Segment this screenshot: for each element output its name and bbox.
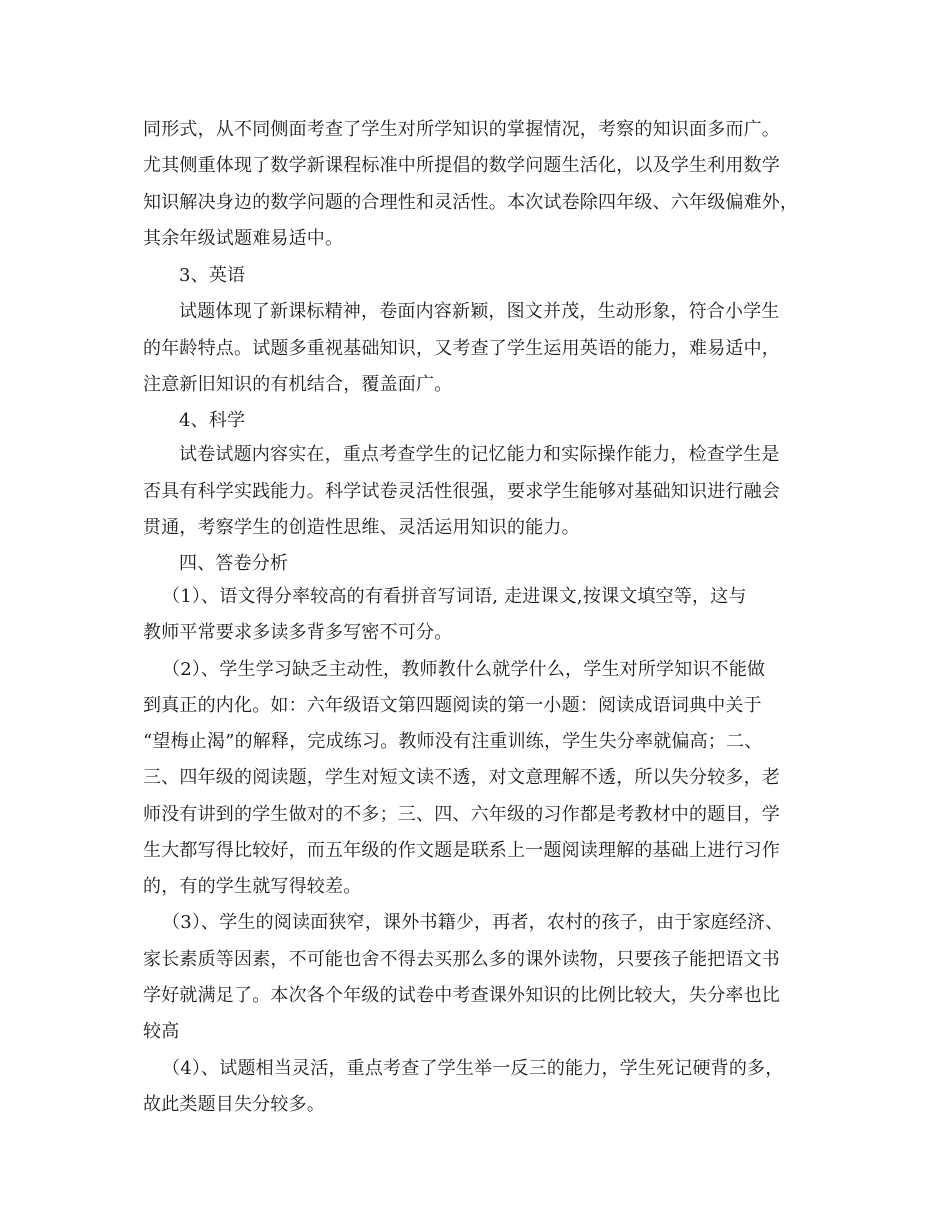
paragraph-line: 同形式，从不同侧面考查了学生对所学知识的掌握情况，考察的知识面多而广。 — [143, 119, 780, 140]
paragraph-line: “望梅止渴”的解释，完成练习。教师没有注重训练，学生失分率就偏高；二、 — [143, 731, 763, 752]
paragraph-line: 的年龄特点。试题多重视基础知识，又考查了学生运用英语的能力，难易适中， — [143, 338, 780, 359]
paragraph-line: 试卷试题内容实在，重点考查学生的记忆能力和实际操作能力，检查学生是 — [179, 444, 780, 465]
paragraph-line: 三、四年级的阅读题，学生对短文读不透，对文意理解不透，所以失分较多，老 — [143, 767, 780, 788]
paragraph-line: 的，有的学生就写得较差。 — [143, 876, 362, 897]
paragraph-line: 家长素质等因素，不可能也舍不得去买那么多的课外读物，只要孩子能把语文书 — [143, 949, 780, 970]
paragraph-line: 贯通，考察学生的创造性思维、灵活运用知识的能力。 — [143, 517, 580, 538]
paragraph-line: 师没有讲到的学生做对的不多；三、四、六年级的习作都是考教材中的题目，学 — [143, 804, 780, 825]
paragraph-line: 学好就满足了。本次各个年级的试卷中考查课外知识的比例比较大，失分率也比 — [143, 985, 780, 1006]
section-heading-english: 3、英语 — [179, 265, 246, 286]
paragraph-line: （1）、语文得分率较高的有看拼音写词语, 走进课文,按课文填空等，这与 — [162, 586, 747, 607]
section-heading-science: 4、科学 — [179, 410, 246, 431]
paragraph-line: （4）、试题相当灵活，重点考查了学生举一反三的能力，学生死记硬背的多， — [162, 1058, 784, 1079]
paragraph-line: （3）、学生的阅读面狭窄，课外书籍少，再者，农村的孩子，由于家庭经济、 — [162, 912, 784, 933]
paragraph-line: 知识解决身边的数学问题的合理性和灵活性。本次试卷除四年级、六年级偏难外， — [143, 192, 799, 213]
paragraph-line: 尤其侧重体现了数学新课程标准中所提倡的数学问题生活化，以及学生利用数学 — [143, 155, 780, 176]
paragraph-line: 故此类题目失分较多。 — [143, 1094, 325, 1115]
paragraph-line: （2）、学生学习缺乏主动性，教师教什么就学什么，学生对所学知识不能做 — [162, 659, 766, 680]
paragraph-line: 注意新旧知识的有机结合，覆盖面广。 — [143, 374, 453, 395]
paragraph-line: 到真正的内化。如：六年级语文第四题阅读的第一小题：阅读成语词典中关于 — [143, 695, 762, 716]
paragraph-line: 否具有科学实践能力。科学试卷灵活性很强，要求学生能够对基础知识进行融会 — [143, 481, 780, 502]
paragraph-line: 较高 — [143, 1021, 180, 1042]
paragraph-line: 其余年级试题难易适中。 — [143, 228, 344, 249]
paragraph-line: 教师平常要求多读多背多写密不可分。 — [143, 622, 453, 643]
paragraph-line: 试题体现了新课标精神，卷面内容新颖，图文并茂，生动形象，符合小学生 — [179, 301, 780, 322]
section-heading-answer-analysis: 四、答卷分析 — [179, 553, 289, 574]
paragraph-line: 生大都写得比较好，而五年级的作文题是联系上一题阅读理解的基础上进行习作 — [143, 840, 780, 861]
